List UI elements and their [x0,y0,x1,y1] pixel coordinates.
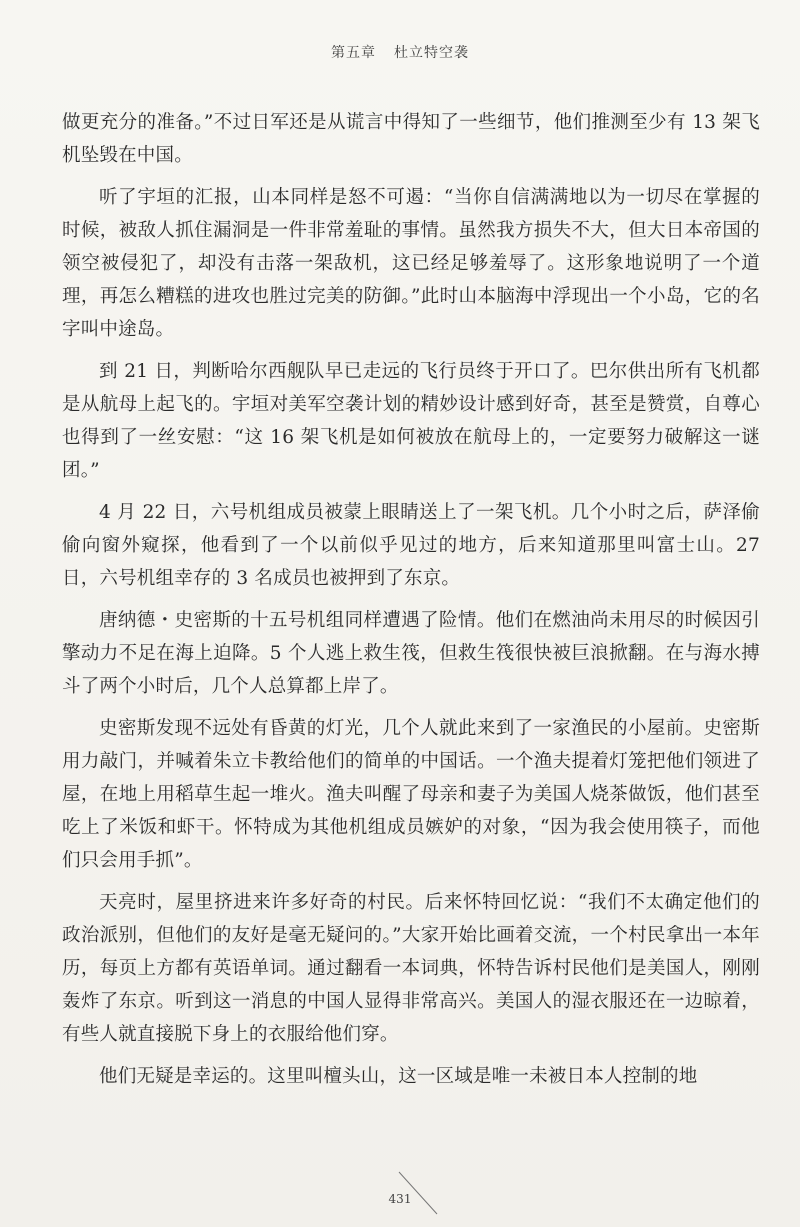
paragraph: 唐纳德・史密斯的十五号机组同样遭遇了险情。他们在燃油尚未用尽的时候因引擎动力不足在海上迫降。5 个人逃上救生筏，但救生筏很快被巨浪掀翻。在与海水搏斗了两个小时后，几个人总算都上岸了。 [62,610,760,697]
paragraph: 史密斯发现不远处有昏黄的灯光，几个人就此来到了一家渔民的小屋前。史密斯用力敲门，并喊着朱立卡教给他们的简单的中国话。一个渔夫提着灯笼把他们领进了屋，在地上用稻草生起一堆火。渔夫叫醒了母亲和妻子为美国人烧茶做饭，他们甚至吃上了米饭和虾干。怀特成为其他机组成员嫉妒的对象，“因为我会使用筷子，而他们只会用手抓”。 [62,718,760,871]
page-number: 431 [388,1192,412,1206]
paragraph: 他们无疑是幸运的。这里叫檀头山，这一区域是唯一未被日本人控制的地 [99,1066,698,1087]
paragraph: 4 月 22 日，六号机组成员被蒙上眼睛送上了一架飞机。几个小时之后，萨泽偷偷向窗外窥探，他看到了一个以前似乎见过的地方，后来知道那里叫富士山。27 日，六号机组幸存的 3 名成员也被押到了东京。 [62,502,760,589]
paragraph: 做更充分的准备。”不过日军还是从谎言中得知了一些细节，他们推测至少有 13 架飞机坠毁在中国。 [62,112,760,166]
paragraph: 到 21 日，判断哈尔西舰队早已走远的飞行员终于开口了。巴尔供出所有飞机都是从航母上起飞的。宇垣对美军空袭计划的精妙设计感到好奇，甚至是赞赏，自尊心也得到了一丝安慰：“这 16 架飞机是如何被放在航母上的，一定要努力破解这一谜团。” [62,361,760,481]
paragraph: 听了宇垣的汇报，山本同样是怒不可遏：“当你自信满满地以为一切尽在掌握的时候，被敌人抓住漏洞是一件非常羞耻的事情。虽然我方损失不大，但大日本帝国的领空被侵犯了，却没有击落一架敌机，这已经足够羞辱了。这形象地说明了一个道理，再怎么糟糕的进攻也胜过完美的防御。”此时山本脑海中浮现出一个小岛，它的名字叫中途岛。 [62,187,760,340]
chapter-title: 杜立特空袭 [394,45,469,61]
paragraph: 天亮时，屋里挤进来许多好奇的村民。后来怀特回忆说：“我们不太确定他们的政治派别，但他们的友好是毫无疑问的。”大家开始比画着交流，一个村民拿出一本年历，每页上方都有英语单词。通过翻看一本词典，怀特告诉村民他们是美国人，刚刚轰炸了东京。听到这一消息的中国人显得非常高兴。美国人的湿衣服还在一边晾着，有些人就直接脱下身上的衣服给他们穿。 [62,892,760,1045]
running-head [0,42,800,62]
chapter-number: 第五章 [331,45,376,61]
body-text [62,106,760,1102]
